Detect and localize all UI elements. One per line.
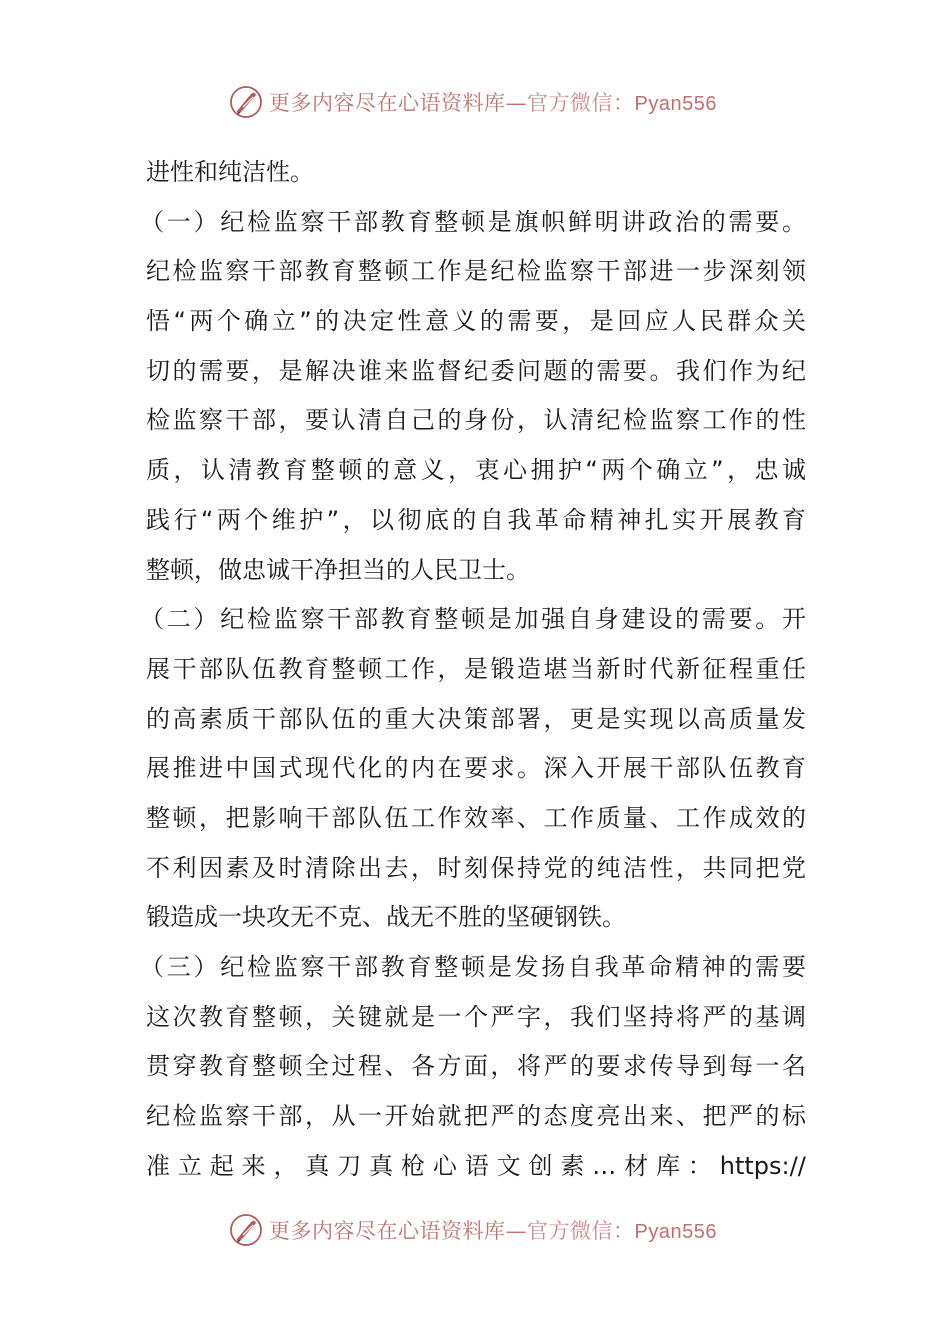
- token: 起: [209, 1151, 234, 1180]
- text-line: 质，认清教育整顿的意义，衷心拥护“两个确立”，忠诚: [146, 456, 806, 485]
- document-body: [140, 148, 806, 1191]
- text-line: 切的需要，是解决谁来监督纪委问题的需要。我们作为纪: [146, 356, 806, 385]
- token: 真: [369, 1151, 394, 1180]
- token: 语: [464, 1151, 489, 1180]
- token: 枪: [401, 1151, 425, 1180]
- token: 心: [432, 1151, 457, 1180]
- token: 创: [528, 1151, 553, 1180]
- text-line: 检监察干部，要认清自己的身份，认清纪检监察工作的性: [146, 406, 806, 435]
- quill-logo-icon: [229, 1213, 263, 1247]
- section-heading-3: （三）纪检监察干部教育整顿是发扬自我革命精神的需要: [140, 953, 806, 981]
- watermark-wechat-label: 官方微信：: [527, 91, 635, 115]
- section-heading-1: （一）纪检监察干部教育整顿是旗帜鲜明讲政治的需要。: [140, 207, 806, 236]
- text-line: 纪检监察干部，从一开始就把严的态度亮出来、把严的标: [146, 1102, 806, 1131]
- token: 立: [177, 1151, 202, 1180]
- token: ：: [687, 1151, 712, 1180]
- text-line: 进性和纯洁性。: [146, 158, 314, 186]
- watermark-wechat-id: Pyan556: [634, 1221, 717, 1243]
- text-line-last: [146, 1142, 806, 1192]
- watermark-brand-text: 更多内容尽在心语资料库—: [269, 1219, 528, 1243]
- text-line: 这次教育整顿，关键就是一个严字，我们坚持将严的基调: [146, 1002, 806, 1031]
- token: 材: [624, 1151, 649, 1180]
- token: 文: [496, 1151, 521, 1180]
- text-line: 整顿，把影响干部队伍工作效率、工作质量、工作成效的: [146, 803, 806, 832]
- text-line: 整顿，做忠诚干净担当的人民卫士。: [146, 555, 530, 584]
- token: 素: [560, 1151, 585, 1180]
- text-line: 贯穿教育整顿全过程、各方面，将严的要求传导到每一名: [146, 1052, 806, 1081]
- watermark-wechat-label: 官方微信：: [527, 1219, 635, 1243]
- text-line: 展推进中国式现代化的内在要求。深入开展干部队伍教育: [146, 754, 806, 783]
- text-line: 展干部队伍教育整顿工作，是锻造堪当新时代新征程重任: [146, 654, 806, 683]
- section-heading-2: （二）纪检监察干部教育整顿是加强自身建设的需要。开: [140, 605, 806, 634]
- token: 刀: [337, 1151, 362, 1180]
- token: 库: [656, 1151, 680, 1180]
- url-fragment: https://: [719, 1151, 806, 1180]
- text-line: 纪检监察干部教育整顿工作是纪检监察干部进一步深刻领: [146, 257, 806, 286]
- token: 来: [241, 1151, 266, 1180]
- text-line: 的高素质干部队伍的重大决策部署，更是实现以高质量发: [146, 704, 806, 733]
- text-line: 践行“两个维护”，以彻底的自我革命精神扎实开展教育: [146, 505, 806, 534]
- text-line: 不利因素及时清除出去，时刻保持党的纯洁性，共同把党: [146, 853, 806, 882]
- token: …: [592, 1151, 617, 1180]
- watermark-brand-text: 更多内容尽在心语资料库—: [269, 91, 528, 115]
- token: 真: [305, 1151, 330, 1180]
- text-line: 悟“两个确立”的决定性意义的需要，是回应人民群众关: [146, 307, 806, 336]
- quill-logo-icon: [229, 85, 263, 119]
- watermark-wechat-id: Pyan556: [634, 93, 717, 115]
- watermark-banner-bottom: [0, 1210, 950, 1250]
- token: 准: [146, 1151, 170, 1180]
- text-line: 锻造成一块攻无不克、战无不胜的坚硬钢铁。: [146, 903, 626, 932]
- token: ，: [273, 1151, 298, 1180]
- watermark-banner-top: [0, 82, 950, 122]
